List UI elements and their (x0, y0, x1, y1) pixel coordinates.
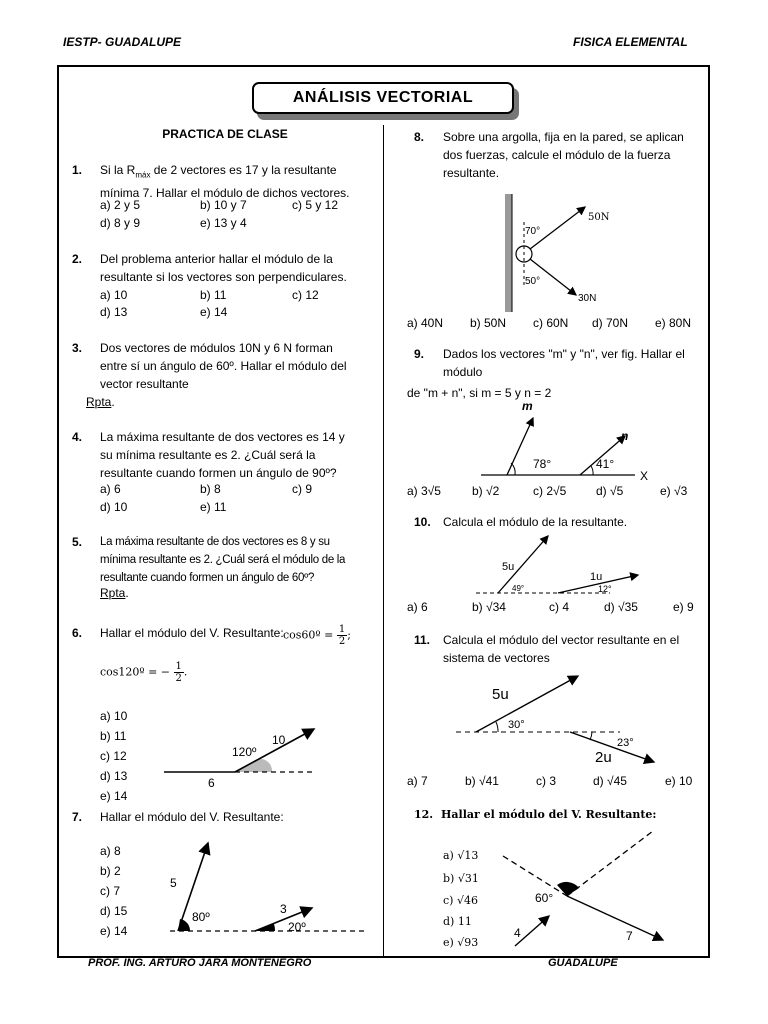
option: b) 50N (470, 316, 507, 330)
option: d) √35 (604, 600, 638, 614)
option: b) 10 y 7 (200, 198, 247, 212)
text-part: . (111, 395, 115, 409)
option: c) 5 y 12 (292, 198, 339, 212)
option: d) 15 (100, 904, 128, 918)
option: e) 80N (655, 316, 692, 330)
question-text-cont: de "m + n", si m = 5 y n = 2 (407, 386, 552, 400)
numerator: 1 (175, 661, 182, 672)
text-line: módulo (443, 365, 483, 379)
text-line: sistema de vectores (443, 651, 550, 665)
text-line: resultante si los vectores son perpendiculares. (100, 270, 347, 284)
text-line: La máxima resultante de dos vectores es 14 y (100, 430, 345, 444)
question-text: Hallar el módulo del V. Resultante: (100, 626, 284, 640)
q10-figure (470, 530, 650, 598)
column-divider (383, 125, 384, 957)
text-line: Dos vectores de módulos 10N y 6 N forman (100, 341, 333, 355)
vector-label: 2u (595, 749, 612, 766)
angle-label: 12° (598, 584, 612, 594)
angle-arc (591, 466, 593, 475)
option: a) 10 (100, 709, 128, 723)
angle-label: 60° (535, 891, 554, 905)
angle-arc (590, 732, 592, 740)
denominator: 2 (175, 673, 182, 684)
q11-figure (450, 672, 670, 772)
angle-arc (496, 722, 498, 732)
angle-label: 20º (288, 920, 306, 934)
question-text (443, 128, 694, 182)
fraction (174, 661, 184, 684)
footer-location: GUADALUPE (548, 957, 618, 969)
angle-label: 70° (525, 226, 541, 237)
force-label: 50N (588, 212, 610, 223)
text-line: mínima 7. Hallar el módulo de dichos vectores. (100, 186, 350, 201)
angle-label: 50° (525, 276, 541, 287)
option: a) 6 (407, 600, 428, 614)
question-text: Calcula el módulo de la resultante. (443, 515, 628, 529)
option: e) √93 (443, 936, 479, 949)
question-number: 7. (72, 810, 83, 824)
formula-text: cos60º = (283, 628, 334, 642)
option: d) √5 (596, 484, 624, 498)
text-part: . (125, 586, 129, 600)
option: b) √31 (443, 872, 479, 885)
option: d) 8 y 9 (100, 216, 141, 230)
text-line: Calcula el módulo del vector resultante en el (443, 633, 680, 647)
answer-label (86, 395, 115, 409)
question-number: 4. (72, 430, 83, 444)
page-title: ANÁLISIS VECTORIAL (252, 82, 514, 114)
option: d) 11 (443, 915, 472, 928)
option: c) 3 (536, 774, 557, 788)
text-line: entre sí un ángulo de 60º. Hallar el módulo del (100, 359, 347, 373)
text-part: Si la R (100, 163, 136, 177)
option: c) 9 (292, 482, 313, 496)
option: e) √3 (660, 484, 688, 498)
option: c) √46 (443, 894, 478, 907)
question-number: 9. (414, 347, 425, 361)
angle-label: 120º (232, 745, 257, 759)
option: c) 12 (292, 288, 319, 302)
question-text (443, 631, 694, 667)
wall (505, 194, 512, 312)
q9-figure (475, 400, 665, 482)
numerator: 1 (338, 624, 346, 635)
vector-label: 7 (626, 929, 633, 943)
vector-label: 4 (514, 926, 521, 940)
rpta-label: Rpta (100, 586, 126, 600)
angle-label: 80º (192, 910, 210, 924)
question-number: 2. (72, 252, 83, 266)
option: d) 70N (592, 316, 629, 330)
vector-label: m (522, 400, 533, 413)
vector-label: 5u (492, 686, 509, 703)
option: d) 10 (100, 500, 128, 514)
vector-m (507, 418, 533, 475)
option: a) 6 (100, 482, 121, 496)
option: a) 10 (100, 288, 128, 302)
option: a) 2 y 5 (100, 198, 141, 212)
option: e) 14 (200, 305, 228, 319)
answer-label (100, 586, 129, 600)
question-text (100, 161, 350, 202)
option: b) √41 (465, 774, 499, 788)
denominator: 2 (338, 636, 346, 647)
text-line: dos fuerzas, calcule el módulo de la fuerza (443, 148, 671, 162)
vector-7 (567, 896, 663, 940)
q8-figure (500, 192, 620, 314)
option: a) 7 (407, 774, 428, 788)
text-line: resultante cuando formen un ángulo de 90º? (100, 466, 337, 480)
text-line: vector resultante (100, 377, 189, 391)
option: b) 8 (200, 482, 221, 496)
option: b) √2 (472, 484, 500, 498)
formula-cos60 (283, 624, 351, 647)
text-line: Sobre una argolla, fija en la pared, se aplican (443, 130, 684, 144)
q6-figure (160, 720, 325, 795)
option: d) 13 (100, 769, 128, 783)
option: b) 11 (200, 288, 227, 302)
vector-5u (476, 676, 578, 732)
vector-label: 6 (208, 776, 215, 790)
option: b) 11 (100, 729, 127, 743)
q12-figure (495, 828, 670, 953)
header-subject: FISICA ELEMENTAL (573, 35, 688, 49)
option: a) 3√5 (407, 484, 441, 498)
question-text (100, 428, 350, 482)
angle-label: 30° (508, 719, 525, 731)
question-text (100, 533, 352, 587)
dashed-line (503, 856, 567, 896)
text-line: mínima resultante es 2. ¿Cuál será el módulo de la (100, 554, 346, 566)
option: b) 2 (100, 864, 121, 878)
vector-label: n (621, 429, 629, 443)
question-number: 10. (414, 515, 431, 529)
option: e) 14 (100, 789, 128, 803)
force-label: 30N (578, 293, 597, 304)
question-number: 1. (72, 163, 83, 177)
vector-2u (570, 732, 654, 762)
vector-label: 5u (502, 561, 515, 573)
rpta-label: Rpta (86, 395, 112, 409)
footer-author: PROF. ING. ARTURO JARA MONTENEGRO (88, 957, 312, 969)
q7-figure (150, 835, 370, 940)
question-text (100, 250, 350, 286)
angle-label: 49° (512, 584, 525, 593)
option: e) 9 (673, 600, 694, 614)
vector-label: 10 (272, 733, 286, 747)
text-line: su mínima resultante es 2. ¿Cuál será la (100, 448, 316, 462)
question-text: Hallar el módulo del V. Resultante: (100, 810, 284, 824)
vector-label: 1u (590, 571, 603, 583)
vector-label: 5 (170, 876, 177, 890)
option: c) 60N (533, 316, 569, 330)
fraction (337, 624, 347, 647)
angle-shade (557, 882, 579, 896)
question-number: 8. (414, 130, 425, 144)
option: c) 7 (100, 884, 121, 898)
option: c) 12 (100, 749, 127, 763)
question-text (443, 345, 694, 381)
option: b) √34 (472, 600, 506, 614)
text-line: resultante. (443, 166, 500, 180)
header-institution: IESTP- GUADALUPE (63, 35, 182, 49)
question-number: 11. (414, 633, 431, 647)
option: a) 8 (100, 844, 121, 858)
question-text: Hallar el módulo del V. Resultante: (441, 808, 657, 821)
option: c) 2√5 (533, 484, 567, 498)
formula-text: cos120º = − (100, 665, 171, 679)
text-line: Del problema anterior hallar el módulo de la (100, 252, 333, 266)
vector-label: 3 (280, 902, 287, 916)
option: c) 4 (549, 600, 570, 614)
angle-label: 78° (533, 457, 552, 471)
dashed-line (567, 831, 653, 896)
option: d) √45 (593, 774, 627, 788)
angle-shade (235, 759, 272, 772)
question-number: 5. (72, 535, 83, 549)
text-part: . (183, 665, 188, 679)
question-number: 3. (72, 341, 83, 355)
text-part: ; (347, 628, 351, 642)
text-part: de 2 vectores es 17 y la resultante (150, 163, 337, 177)
angle-label: 41° (596, 457, 615, 471)
question-text (100, 339, 350, 393)
option: e) 11 (200, 500, 227, 514)
option: e) 14 (100, 924, 128, 938)
option: a) 40N (407, 316, 444, 330)
option: e) 13 y 4 (200, 216, 247, 230)
option: a) √13 (443, 849, 479, 862)
option: d) 13 (100, 305, 128, 319)
section-subtitle: PRACTICA DE CLASE (162, 127, 288, 141)
text-line: La máxima resultante de dos vectores es 8 y su (100, 536, 330, 548)
text-line: Dados los vectores "m" y "n", ver fig. Hallar el (443, 347, 685, 361)
subscript: máx (135, 170, 151, 180)
option: e) 10 (665, 774, 693, 788)
question-number: 12. (414, 808, 434, 821)
formula-cos120 (100, 661, 187, 684)
question-number: 6. (72, 626, 83, 640)
text-line: resultante cuando formen un ángulo de 60º? (100, 572, 315, 584)
angle-label: 23° (617, 737, 634, 749)
axis-label: X (640, 469, 649, 482)
